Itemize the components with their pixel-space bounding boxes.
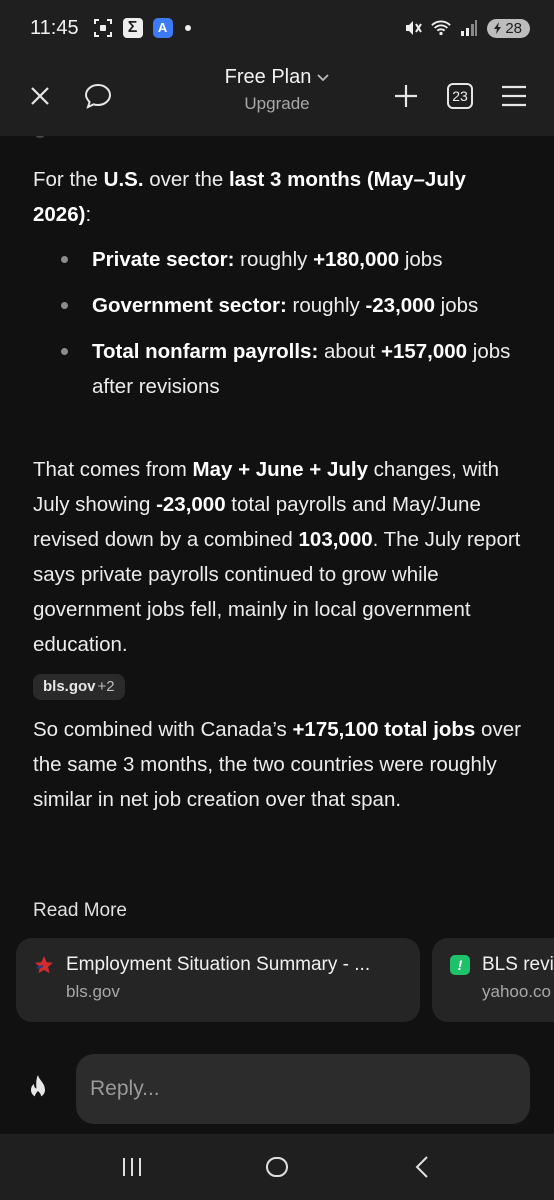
source-chip-label: bls.gov [43,678,96,695]
wifi-icon [431,18,451,38]
faded-header-icon [32,136,54,147]
status-bar [0,0,554,56]
mute-icon [403,18,423,38]
recent-apps-button[interactable] [112,1147,152,1187]
card-domain: bls.gov [66,982,120,1001]
intro-paragraph: For the U.S. over the last 3 months (May–July 2026): [33,168,466,226]
summary-paragraph: So combined with Canada’s +175,100 total jobs over the same 3 months, the two countries were roughly similar in net job creation over that span. [33,718,521,811]
fire-icon[interactable] [24,1074,52,1104]
bls-favicon-icon [34,955,54,975]
read-more-card[interactable] [16,938,420,1022]
card-title: Employment Situation Summary - ... [66,954,371,975]
upgrade-link[interactable]: Upgrade [244,94,310,113]
home-icon [264,1154,290,1180]
list-item: Government sector: roughly -23,000 jobs [33,288,523,323]
intro-period: last 3 months (May–July 2026) [33,168,466,226]
list-item: Private sector: roughly +180,000 jobs [33,242,523,277]
sigma-app-icon: Σ [123,18,143,38]
screenshot-icon [93,18,113,38]
source-chip[interactable] [33,674,125,700]
details-paragraph: That comes from May + June + July changes, with July showing -23,000 total payrolls and May/June revised down by a combined 103,000. The July report says private payrolls continued to grow while government jobs fell, mainly in local government education. [33,458,521,656]
back-chevron-icon [414,1155,430,1179]
back-button[interactable] [402,1147,442,1187]
tab-count-badge: 23 [447,83,473,109]
chevron-down-icon [317,74,329,82]
bullet-list [33,242,523,415]
more-notifications-dot [185,25,191,31]
battery-charging-icon [493,22,503,34]
reply-input[interactable] [76,1054,530,1124]
card-title: BLS revi [482,954,554,975]
list-item: Total nonfarm payrolls: about +157,000 jobs after revisions [33,334,523,404]
card-domain: yahoo.co [482,982,551,1001]
system-nav-bar [0,1134,554,1200]
signal-icon [459,18,479,38]
recent-apps-icon [120,1156,144,1178]
read-more-card[interactable] [432,938,554,1022]
intro-country: U.S. [103,168,144,191]
answer-content [0,136,554,1134]
read-more-heading: Read More [33,900,127,921]
status-time: 11:45 [30,16,79,39]
plan-title: Free Plan [224,66,312,88]
plan-selector[interactable] [225,66,330,89]
app-notification-icon: A [153,18,173,38]
reply-area [0,1040,554,1134]
battery-level: 28 [505,19,522,37]
battery-indicator [487,19,530,38]
top-bar [0,56,554,136]
yahoo-favicon-icon: ! [450,955,470,975]
home-button[interactable] [257,1147,297,1187]
source-chip-extra: +2 [97,678,115,695]
